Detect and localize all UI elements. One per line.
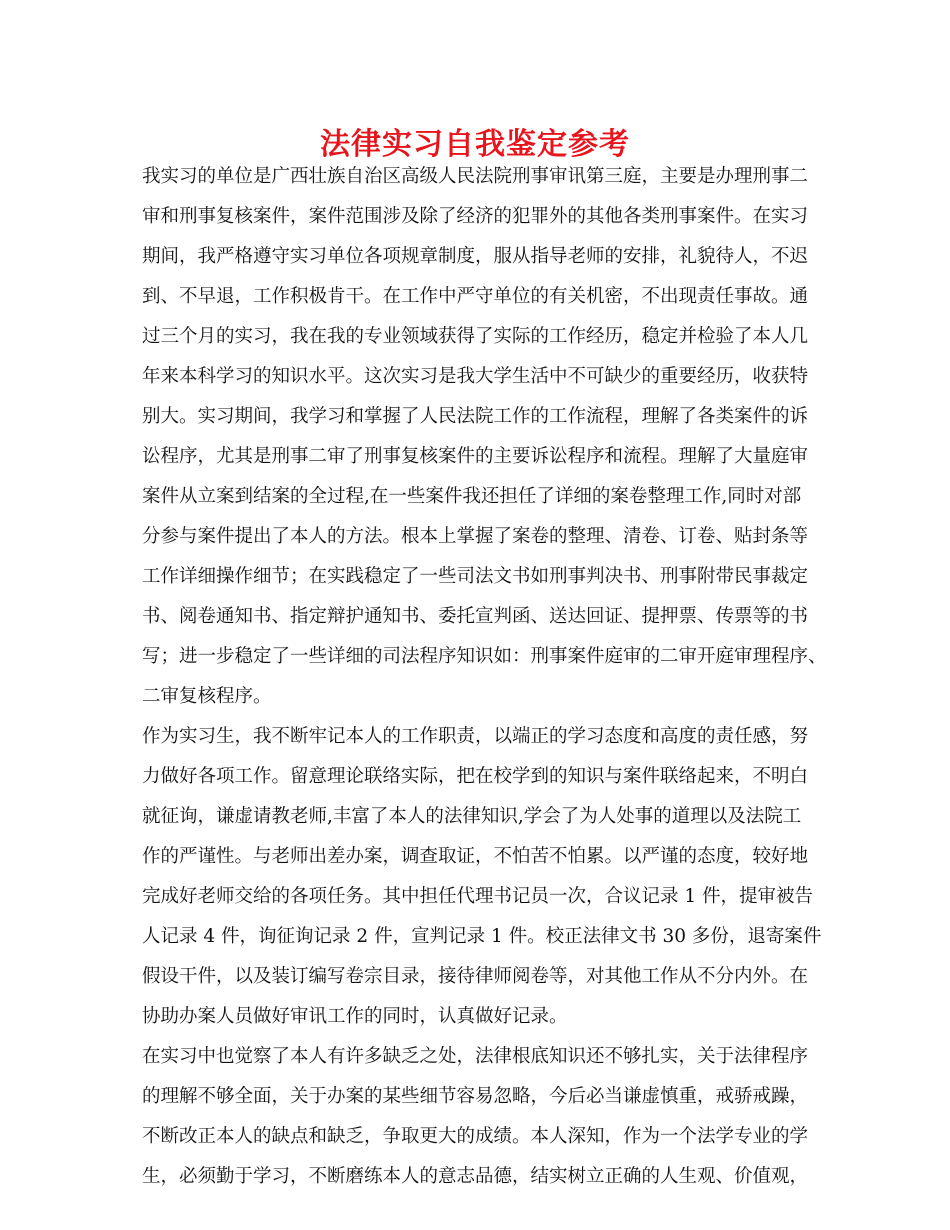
- paragraph-2: [142, 717, 822, 1037]
- text-line: 书、阅卷通知书、指定辩护通知书、委托宣判函、送达回证、提押票、传票等的书: [142, 606, 809, 627]
- text-line: 作为实习生，我不断牢记本人的工作职责，以端正的学习态度和高度的责任感，努: [142, 726, 809, 747]
- text-line: 就征询，谦虚请教老师,丰富了本人的法律知识,学会了为人处事的道理以及法院工: [142, 806, 802, 827]
- text-line: 案件从立案到结案的全过程,在一些案件我还担任了详细的案卷整理工作,同时对部: [142, 486, 802, 507]
- text-line: 假设干件，以及装订编写卷宗目录，接待律师阅卷等，对其他工作从不分内外。在: [142, 966, 809, 987]
- text-line: 力做好各项工作。留意理论联络实际，把在校学到的知识与案件联络起来，不明白: [142, 766, 809, 787]
- text-line: 别大。实习期间，我学习和掌握了人民法院工作的工作流程，理解了各类案件的诉: [142, 406, 809, 427]
- document-body: [142, 157, 827, 1197]
- document-title: 法律实习自我鉴定参考: [320, 127, 630, 162]
- paragraph-3: [142, 1037, 822, 1197]
- text-line: 年来本科学习的知识水平。这次实习是我大学生活中不可缺少的重要经历，收获特: [142, 366, 809, 387]
- text-line: 分参与案件提出了本人的方法。根本上掌握了案卷的整理、清卷、订卷、贴封条等: [142, 526, 809, 547]
- text-line: 审和刑事复核案件，案件范围涉及除了经济的犯罪外的其他各类刑事案件。在实习: [142, 206, 809, 227]
- text-line: 讼程序，尤其是刑事二审了刑事复核案件的主要诉讼程序和流程。理解了大量庭审: [142, 446, 809, 467]
- text-line: 工作详细操作细节；在实践稳定了一些司法文书如刑事判决书、刑事附带民事裁定: [142, 566, 809, 587]
- paragraph-1: [142, 157, 827, 717]
- text-line: 完成好老师交给的各项任务。其中担任代理书记员一次，合议记录 1 件，提审被告: [142, 886, 814, 907]
- text-line: 到、不早退，工作积极肯干。在工作中严守单位的有关机密，不出现责任事故。通: [142, 286, 809, 307]
- text-line: 过三个月的实习，我在我的专业领域获得了实际的工作经历，稳定并检验了本人几: [142, 326, 809, 347]
- text-line: 二审复核程序。: [142, 686, 272, 707]
- text-line: 写；进一步稳定了一些详细的司法程序知识如：刑事案件庭审的二审开庭审理程序、: [142, 646, 827, 667]
- text-line: 在实习中也觉察了本人有许多缺乏之处，法律根底知识还不够扎实，关于法律程序: [142, 1046, 809, 1067]
- text-line: 协助办案人员做好审讯工作的同时，认真做好记录。: [142, 1006, 568, 1027]
- text-line: 作的严谨性。与老师出差办案，调查取证，不怕苦不怕累。以严谨的态度，较好地: [142, 846, 809, 867]
- text-line: 我实习的单位是广西壮族自治区高级人民法院刑事审讯第三庭，主要是办理刑事二: [142, 166, 809, 187]
- text-line: 期间，我严格遵守实习单位各项规章制度，服从指导老师的安排，礼貌待人，不迟: [142, 246, 809, 267]
- text-line: 不断改正本人的缺点和缺乏，争取更大的成绩。本人深知，作为一个法学专业的学: [142, 1126, 809, 1147]
- text-line: 生，必须勤于学习，不断磨练本人的意志品德，结实树立正确的人生观、价值观，: [142, 1166, 809, 1187]
- text-line: 人记录 4 件，询征询记录 2 件，宣判记录 1 件。校正法律文书 30 多份，退寄案件: [142, 926, 822, 947]
- text-line: 的理解不够全面，关于办案的某些细节容易忽略，今后必当谦虚慎重，戒骄戒躁，: [142, 1086, 809, 1107]
